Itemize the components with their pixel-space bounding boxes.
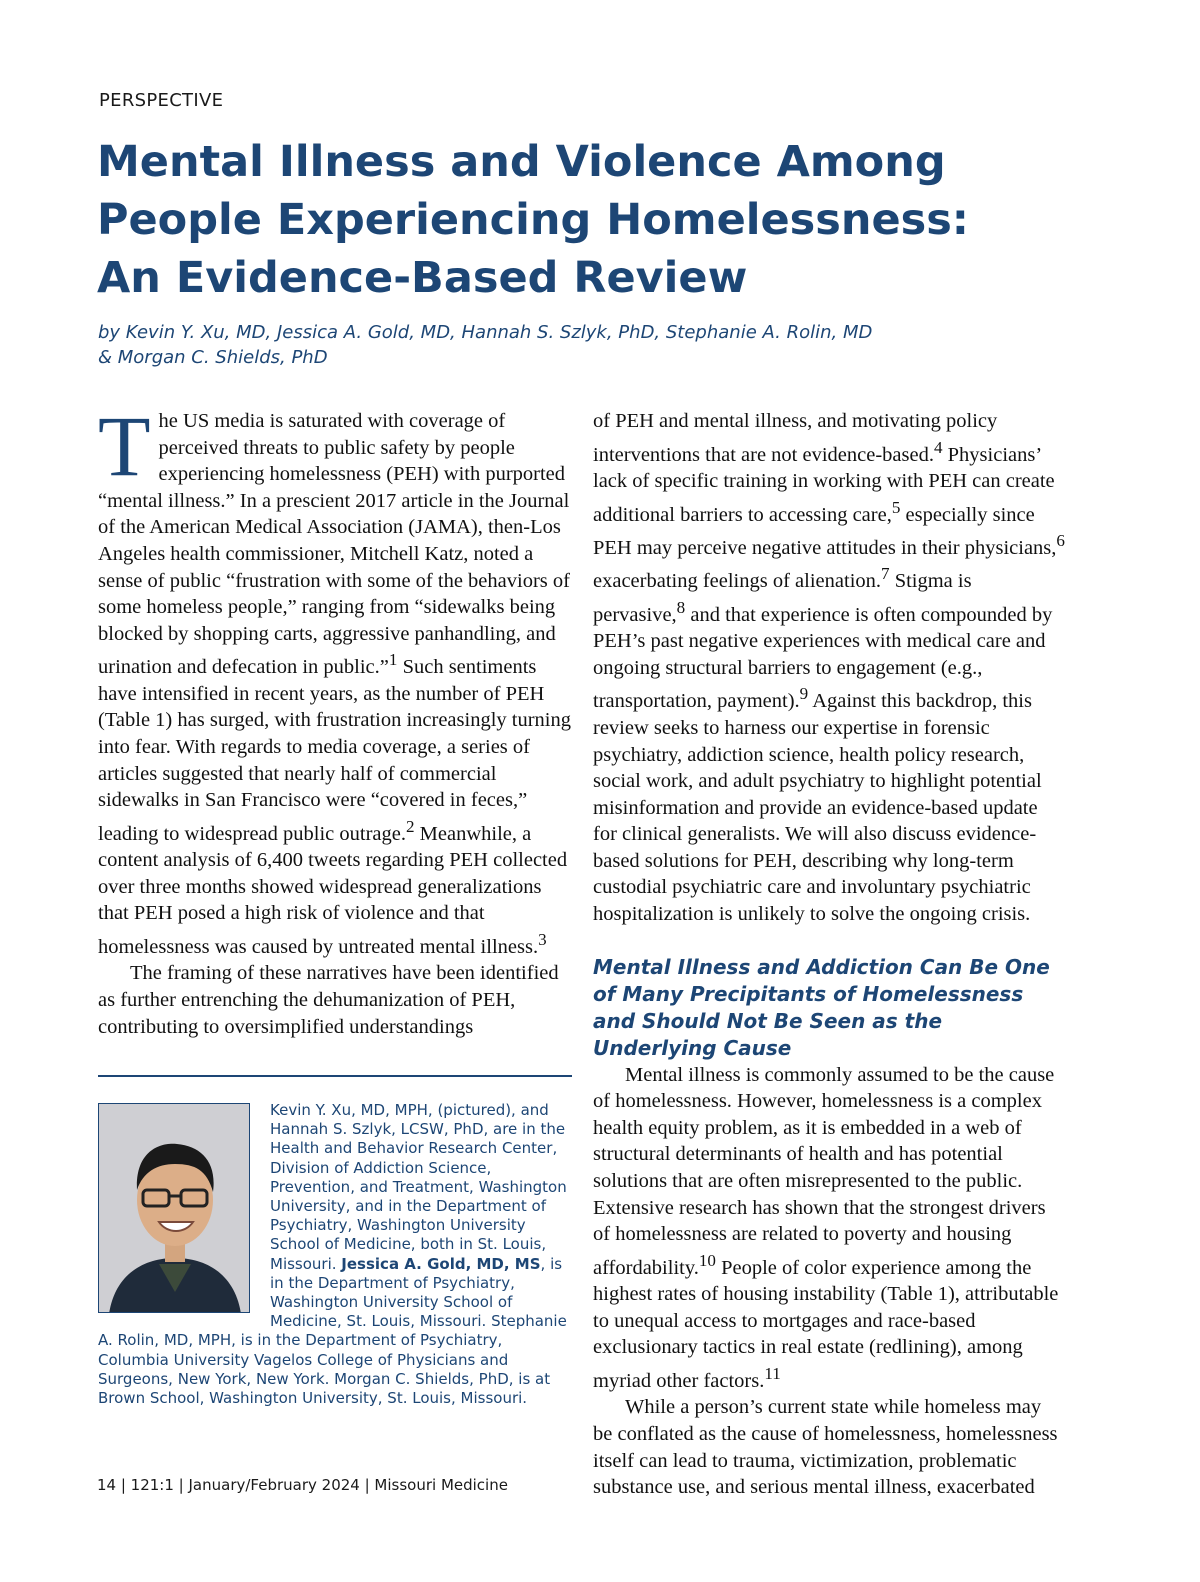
divider [98, 1075, 572, 1077]
citation: 7 [881, 564, 890, 584]
paragraph: While a person’s current state while homeless may be conflated as the cause of homelessness, homelessness itself can lead to trauma, victimization, problematic substance use, and serious mental illness, exacerbated [593, 1396, 1058, 1499]
paragraph: Mental illness is commonly assumed to be the cause of homelessness. However, homelessness is a complex health equity problem, as it is embedded in a web of structural determinants of health and has potential solutions that are often misrepresented to the public. Extensive research has shown that the strongest drivers of homelessness are related to poverty and housing affordability.$^{10}$ People of color experience among the highest rates of housing instability (Table 1), attributable to unequal access to mortgages and race-based exclusionary tactics in real estate (redlining), among myriad other factors.$^{11}$ [593, 1063, 1059, 1392]
body-column-left [98, 398, 574, 1040]
section-label: PERSPECTIVE [99, 90, 224, 111]
citation: 6 [1056, 531, 1065, 551]
bio-bold-name: Jessica A. Gold, MD, MS [341, 1254, 541, 1273]
citation: 2 [405, 816, 415, 836]
paragraph: of PEH and mental illness, and motivating policy interventions that are not evidence-based.$^4$ Physicians’ lack of specific training in working with PEH can create additional barriers to accessing care,$^5$ especially since PEH may perceive negative attitudes in their physicians,$^6$ exacerbating feelings of alienation.$^7$ Stigma is pervasive,$^8$ and that experience is often compounded by PEH’s past negative experiences with medical care and ongoing structural barriers to engagement (e.g., transportation, payment).$^9$ Against this backdrop, this review seeks to harness our expertise in forensic psychiatry, addiction science, health policy research, social work, and adult psychiatry to highlight potential misinformation and provide an evidence-based update for clinical generalists. We will also discuss evidence-based solutions for PEH, describing why long-term custodial psychiatric care and involuntary psychiatric hospitalization is unlikely to solve the ongoing crisis. [593, 410, 1065, 926]
author-line: by Kevin Y. Xu, MD, Jessica A. Gold, MD, Hannah S. Szlyk, PhD, Stephanie A. Rolin, MD [98, 322, 873, 343]
author-line: & Morgan C. Shields, PhD [98, 347, 328, 368]
body-column-right [593, 408, 1065, 1501]
title-line: People Experiencing Homelessness: [97, 195, 969, 245]
citation: 1 [388, 650, 398, 670]
citation: 4 [933, 437, 943, 457]
author-bio: Kevin Y. Xu, MD, MPH, (pictured), and Hannah S. Szlyk, LCSW, PhD, are in the Health and Behavior Research Center, Division of Addiction Science, Prevention, and Treatment, Washington University, and in the Department of Psychiatry, Washington University School of Medicine, both in St. Louis, Missouri. Jessica A. Gold, MD, MS, is in the Department of Psychiatry, Washington University School of Medicine, St. Louis, Missouri. Stephanie A. Rolin, MD, MPH, is in the Department of Psychiatry, Columbia University Vagelos College of Physicians and Surgeons, New York, New York. Morgan C. Shields, PhD, is at Brown School, Washington University, St. Louis, Missouri. [98, 1101, 567, 1408]
paragraph: The US media is saturated with coverage of perceived threats to public safety by people experiencing homelessness (PEH) with purported “mental illness.” In a prescient 2017 article in the Journal of the American Medical Association (JAMA), then-Los Angeles health commissioner, Mitchell Katz, noted a sense of public “frustration with some of the behaviors of some homeless people,” ranging from “sidewalks being blocked by shopping carts, aggressive panhandling, and urination and defecation in public.”$^1$ Such sentiments have intensified in recent years, as the number of PEH (Table 1) has surged, with frustration increasingly turning into fear. With regards to media coverage, a series of articles suggested that nearly half of commercial sidewalks in San Francisco were “covered in feces,” leading to widespread public outrage.$^2$ Meanwhile, a content analysis of 6,400 tweets regarding PEH collected over three months showed widespread generalizations that PEH posed a high risk of violence and that homelessness was caused by untreated mental illness.$^3$ [98, 398, 571, 958]
article-title [97, 133, 1017, 307]
drop-cap: T [98, 398, 151, 494]
section-heading: Mental Illness and Addiction Can Be One of Many Precipitants of Homelessness and Should Not Be Seen as the Underlying Cause [593, 954, 1050, 1060]
citation: 3 [538, 929, 547, 949]
citation: 10 [698, 1250, 716, 1270]
title-line: An Evidence-Based Review [97, 253, 748, 303]
citation: 8 [676, 597, 686, 617]
citation: 11 [764, 1364, 781, 1384]
paragraph: The framing of these narratives have been identified as further entrenching the dehumanization of PEH, contributing to oversimplified understandings [98, 962, 559, 1038]
citation: 5 [891, 497, 901, 517]
citation: 9 [799, 684, 809, 704]
page-footer: 14 | 121:1 | January/February 2024 | Missouri Medicine [97, 1476, 508, 1494]
title-line: Mental Illness and Violence Among [97, 137, 946, 187]
author-byline [98, 320, 1018, 370]
